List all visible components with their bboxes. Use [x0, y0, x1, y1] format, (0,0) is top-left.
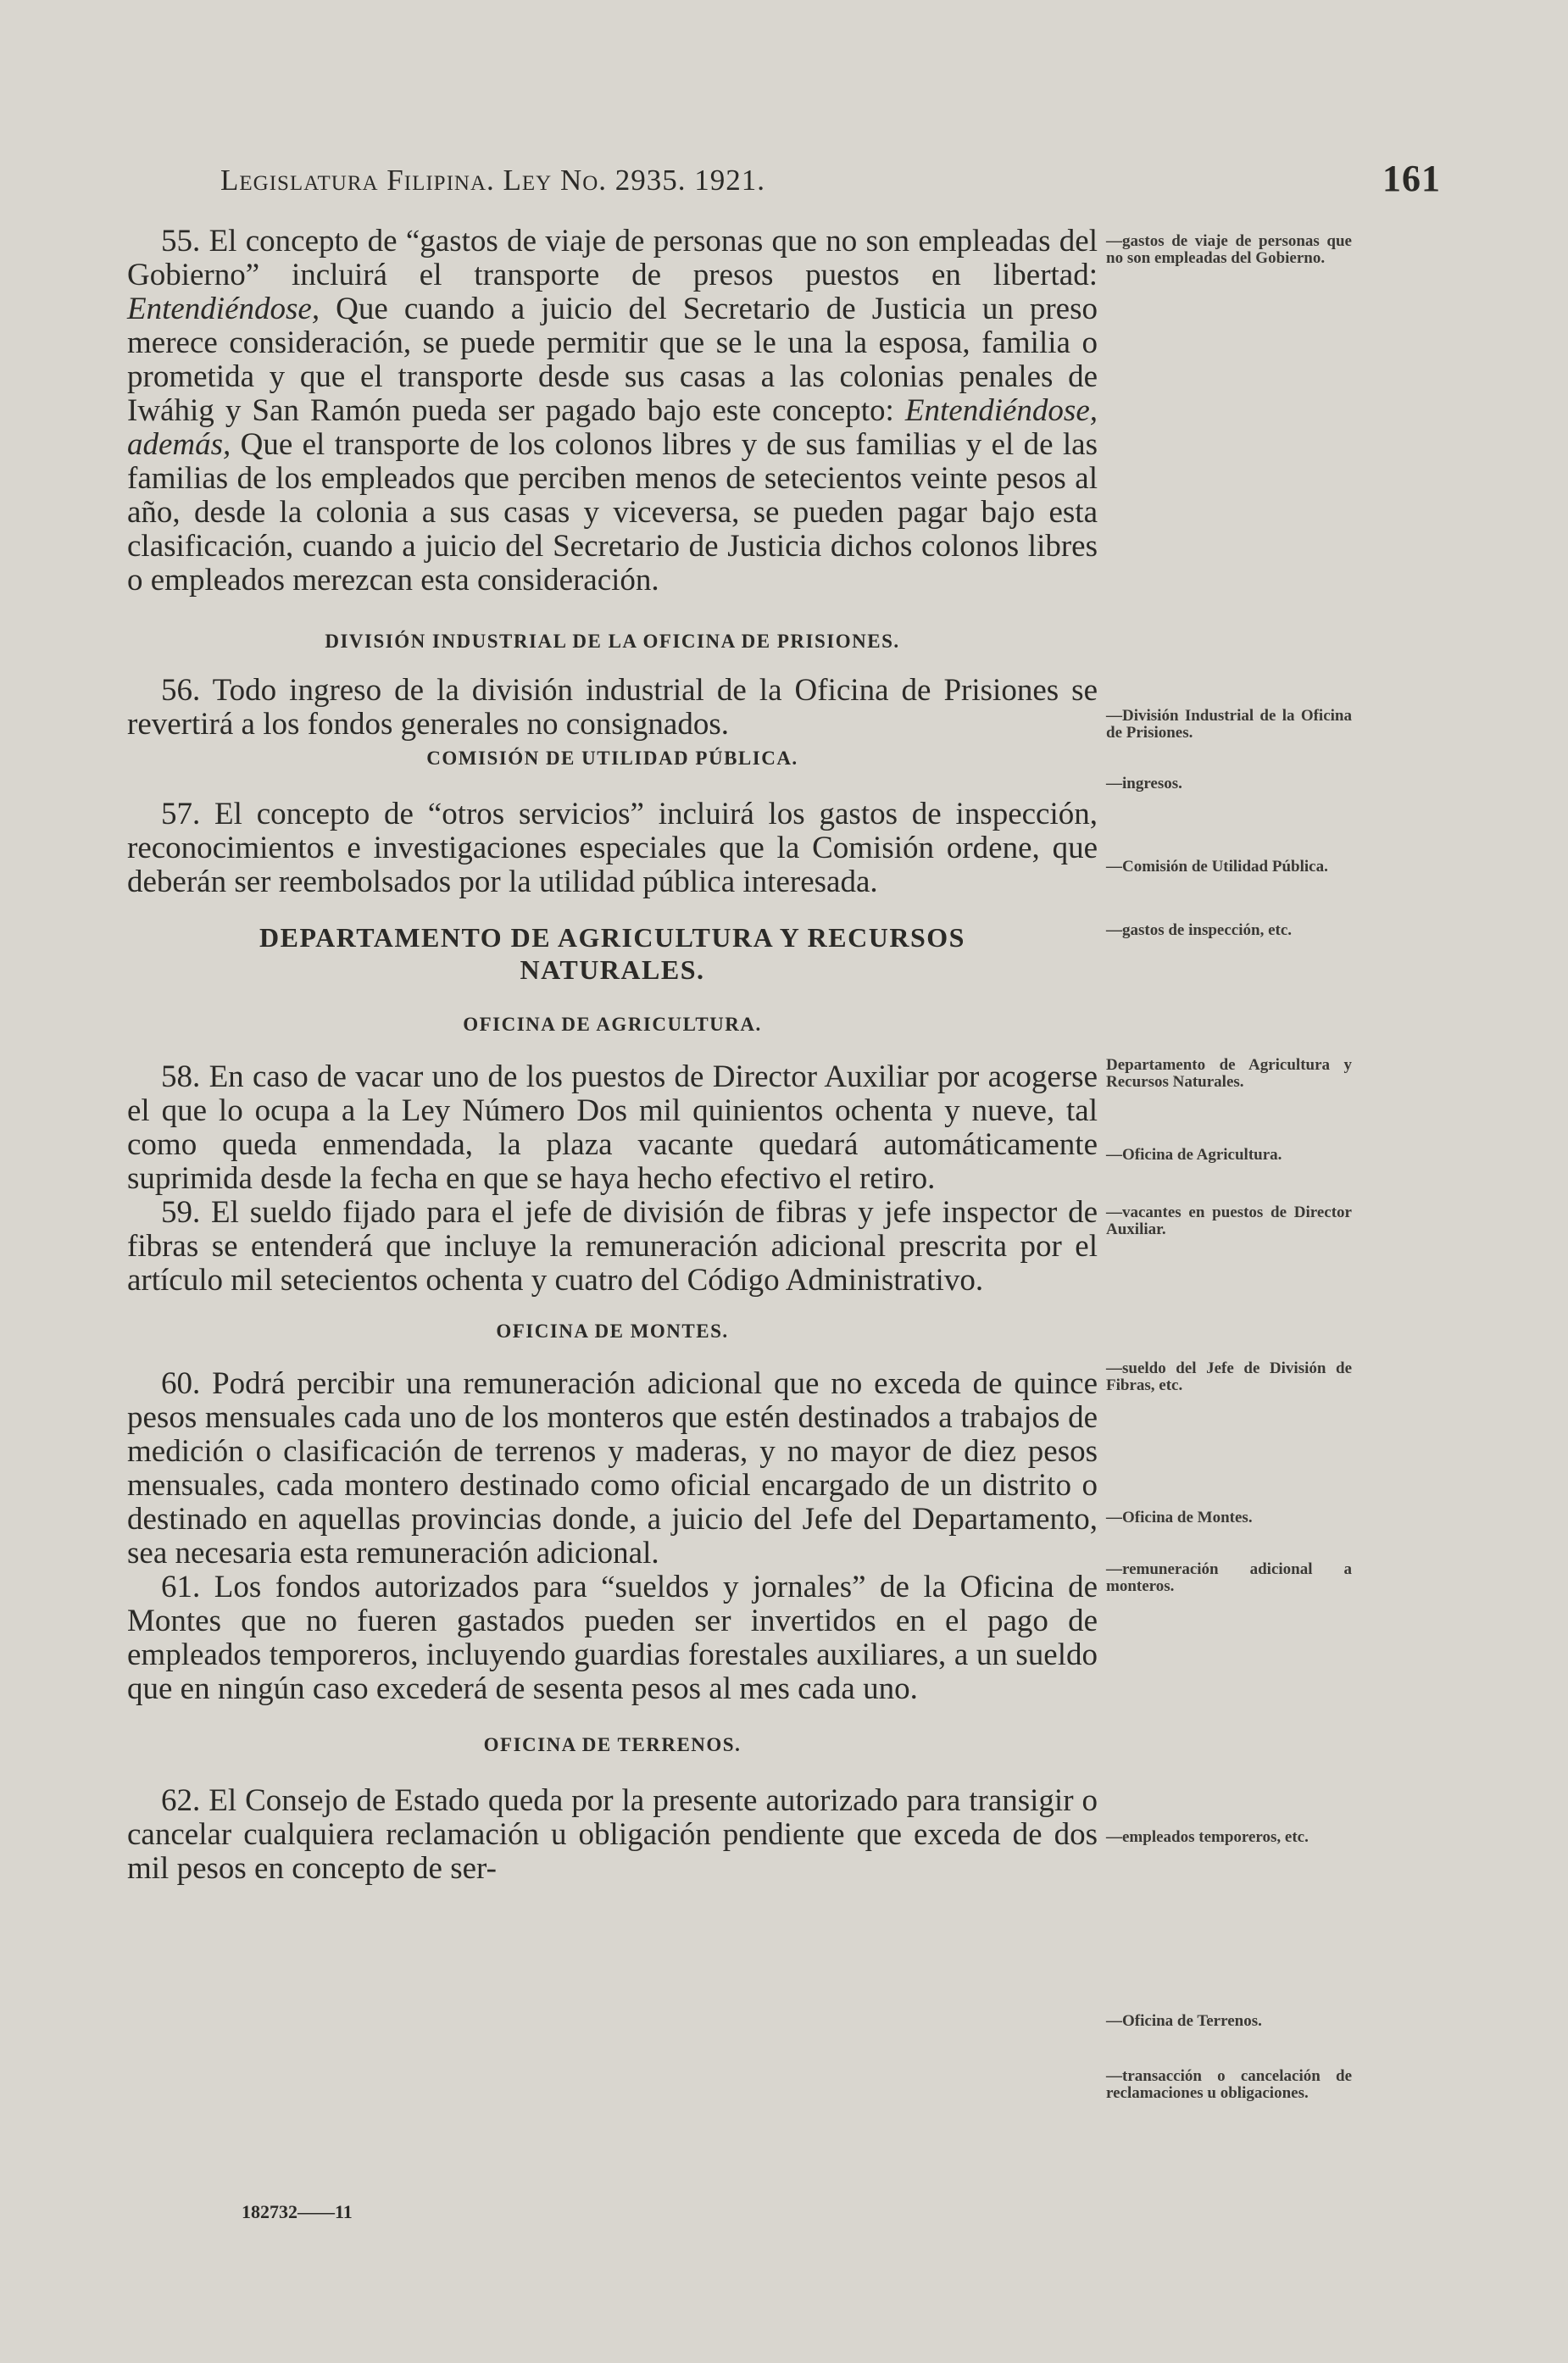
paragraph-58: 58. En caso de vacar uno de los puestos de Director Auxiliar por acogerse el que lo ocupa a la Ley Número Dos mil quinientos ochenta y nueve, tal como queda enmendada, la plaza vacante quedará automáticamente suprimida desde la fecha en que se haya hecho efectivo el retiro. — [127, 1059, 1098, 1196]
paragraph-61: 61. Los fondos autorizados para “sueldos y jornales” de la Oficina de Montes que no fueren gastados pueden ser invertidos en el pago de empleados temporeros, incluyendo guardias forestales auxiliares, a un sueldo que en ningún caso excederá de sesenta pesos al mes cada uno. — [127, 1570, 1098, 1706]
margin-note-57: —gastos de inspección, etc. — [1106, 921, 1293, 939]
paragraph-59: 59. El sueldo fijado para el jefe de división de fibras y jefe inspector de fibras se entenderá que incluye la remuneración adicional prescrita por el artículo mil setecientos ochenta y cuatro del Código Administrativo. — [127, 1195, 1098, 1298]
heading-oficina-montes: OFICINA DE MONTES. — [496, 1320, 729, 1342]
margin-note-agricultura: —Oficina de Agricultura. — [1106, 1146, 1282, 1164]
heading-division-industrial: DIVISIÓN INDUSTRIAL DE LA OFICINA DE PRISIONES. — [325, 631, 900, 652]
p55-emphasis-2: Entendiéndose, además, — [127, 393, 1098, 462]
margin-note-division-industrial: —División Industrial de la Oficina de Prisiones. — [1106, 707, 1352, 742]
paragraph-55 — [127, 225, 1098, 598]
margin-note-58: —vacantes en puestos de Director Auxiliar. — [1106, 1204, 1352, 1238]
paragraph-57: 57. El concepto de “otros servicios” incluirá los gastos de inspección, reconocimientos e investigaciones especiales que la Comisión ordene, que deberán ser reembolsados por la utilidad pública interesada. — [127, 797, 1098, 899]
p55-text-c: Que el transporte de los colonos libres y de sus familias y el de las familias de los empleados que perciben menos de setecientos veinte pesos al año, desde la colonia a sus casas y viceversa, se pueden pagar bajo esta clasificación, cuando a juicio del Secretario de Justicia dichos colonos libres o empleados merezcan esta consideración. — [127, 427, 1098, 598]
heading-departamento: DEPARTAMENTO DE AGRICULTURA Y RECURSOS NATURALES. — [259, 922, 965, 985]
p55-emphasis-1: Entendiéndose, — [127, 292, 320, 326]
paragraph-60: 60. Podrá percibir una remuneración adicional que no exceda de quince pesos mensuales cada uno de los monteros que estén destinados a trabajos de medición o clasificación de terrenos y maderas, y no mayor de diez pesos mensuales, cada montero destinado como oficial encargado de un distrito o destinado en aquellas provincias donde, a juicio del Jefe del Departamento, sea necesaria esta remuneración adicional. — [127, 1366, 1098, 1571]
margin-note-utilidad: —Comisión de Utilidad Pública. — [1106, 858, 1328, 876]
paragraph-56: 56. Todo ingreso de la división industrial de la Oficina de Prisiones se revertirá a los fondos generales no consignados. — [127, 673, 1098, 742]
margin-note-montes: —Oficina de Montes. — [1106, 1509, 1253, 1526]
p55-text-a: 55. El concepto de “gastos de viaje de personas que no son empleadas del Gobierno” incluirá el transporte de presos puestos en libertad: — [127, 224, 1098, 292]
margin-note-59: —sueldo del Jefe de División de Fibras, etc. — [1106, 1359, 1352, 1394]
margin-note-62: —transacción o cancelación de reclamaciones u obligaciones. — [1106, 2067, 1352, 2102]
margin-note-terrenos: —Oficina de Terrenos. — [1106, 2012, 1262, 2030]
heading-comision-utilidad: COMISIÓN DE UTILIDAD PÚBLICA. — [426, 748, 798, 769]
margin-note-61: —empleados temporeros, etc. — [1106, 1828, 1309, 1846]
p55-text-b: Que cuando a juicio del Secretario de Justicia un preso merece consideración, se puede permitir que se le una la esposa, familia o prometida y que el transporte desde sus casas a las colonias penales de Iwáhig y San Ramón pueda ser pagado bajo este concepto: — [127, 292, 1098, 428]
heading-oficina-terrenos: OFICINA DE TERRENOS. — [483, 1734, 742, 1755]
printer-signature: 182732——11 — [242, 2201, 353, 2222]
margin-note-55: —gastos de viaje de personas que no son empleadas del Gobierno. — [1106, 232, 1352, 267]
margin-note-60: —remuneración adicional a monteros. — [1106, 1560, 1352, 1595]
margin-note-departamento: Departamento de Agricultura y Recursos Naturales. — [1106, 1056, 1352, 1091]
main-text — [127, 225, 1098, 1886]
page-number: 161 — [1382, 158, 1441, 199]
running-head — [220, 157, 1441, 208]
running-title: Legislatura Filipina. Ley No. 2935. 1921. — [220, 164, 766, 197]
paragraph-62: 62. El Consejo de Estado queda por la presente autorizado para transigir o cancelar cualquiera reclamación u obligación pendiente que exceda de dos mil pesos en concepto de ser- — [127, 1783, 1098, 1886]
margin-note-56: —ingresos. — [1106, 775, 1182, 792]
heading-oficina-agricultura: OFICINA DE AGRICULTURA. — [463, 1014, 762, 1035]
